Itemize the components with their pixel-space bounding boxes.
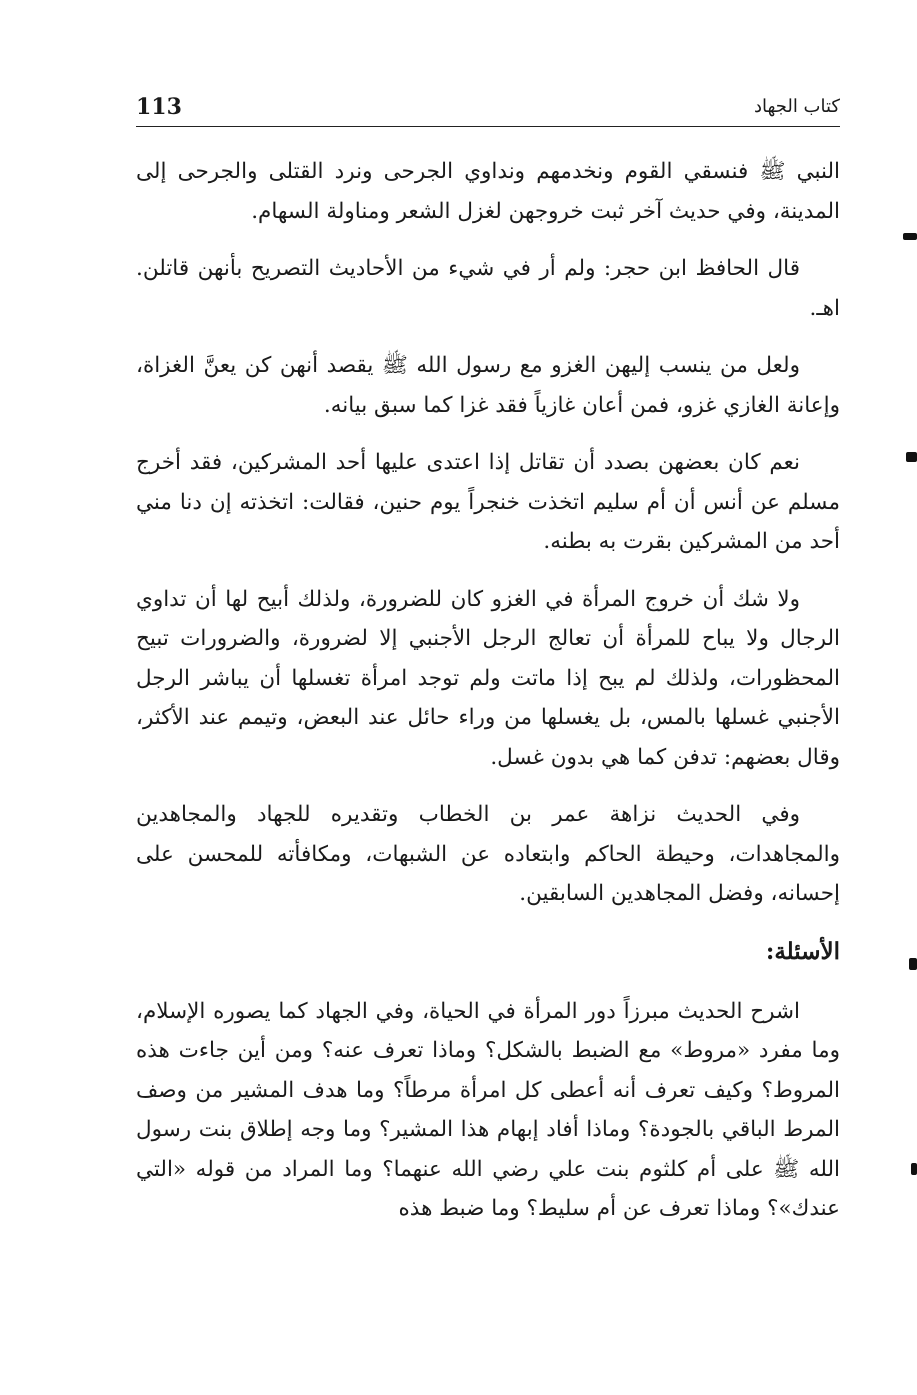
- paragraph-5: ولا شك أن خروج المرأة في الغزو كان للضرورة، ولذلك أبيح لها أن تداوي الرجال ولا يباح للمرأة أن تعالج الرجل الأجنبي إلا لضرورة، والضرورات تبيح المحظورات، ولذلك لم يبح إذا ماتت ولم توجد امرأة تغسلها أن يباشر الرجل الأجنبي غسلها بالمس، بل يغسلها من وراء حائل عند البعض، وتيمم عند الأكثر، وقال بعضهم: تدفن كما هي بدون غسل.: [136, 586, 840, 770]
- paragraph-4: نعم كان بعضهن بصدد أن تقاتل إذا اعتدى عليها أحد المشركين، فقد أخرج مسلم عن أنس أن أم سليم اتخذت خنجراً يوم حنين، فقالت: اتخذته إن دنا مني أحد من المشركين بقرت به بطنه.: [136, 450, 840, 554]
- margin-mark-2: [906, 452, 917, 462]
- questions-paragraph: اشرح الحديث مبرزاً دور المرأة في الحياة، وفي الجهاد كما يصوره الإسلام، وما مفرد «مروط» مع الضبط بالشكل؟ وماذا تعرف عنه؟ ومن أين جاءت هذه المروط؟ وكيف تعرف أنه أعطى كل امرأة مرطاً؟ وما هدف المشير من وصف المرط الباقي بالجودة؟ وماذا أفاد إبهام هذا المشير؟ وما وجه إطلاق بنت رسول الله ﷺ على أم كلثوم بنت علي رضي الله عنهما؟ وما المراد من قوله «التي عندك»؟ وماذا تعرف عن أم سليط؟ وما ضبط هذه: [136, 998, 840, 1221]
- paragraph-3: ولعل من ينسب إليهن الغزو مع رسول الله ﷺ يقصد أنهن كن يعنَّ الغزاة، وإعانة الغازي غزو، فمن أعان غازياً فقد غزا كما سبق بيانه.: [136, 353, 840, 418]
- page-body: [136, 152, 840, 1247]
- paragraph-2: قال الحافظ ابن حجر: ولم أر في شيء من الأحاديث التصريح بأنهن قاتلن. اهـ.: [136, 256, 840, 321]
- questions-heading: الأسئلة:: [765, 937, 840, 965]
- margin-mark-1: [903, 233, 917, 240]
- paragraph-6: وفي الحديث نزاهة عمر بن الخطاب وتقديره للجهاد والمجاهدين والمجاهدات، وحيطة الحاكم وابتعاده عن الشبهات، ومكافأته للمحسن على إحسانه، وفضل المجاهدين السابقين.: [136, 802, 840, 906]
- page-number: 113: [136, 94, 182, 120]
- paragraph-1: النبي ﷺ فنسقي القوم ونخدمهم ونداوي الجرحى ونرد القتلى والجرحى إلى المدينة، وفي حديث آخر ثبت خروجهن لغزل الشعر ومناولة السهام.: [136, 159, 840, 224]
- margin-mark-3: [909, 958, 917, 970]
- margin-mark-4: [911, 1163, 917, 1175]
- page-header: [136, 88, 840, 127]
- running-title: كتاب الجهاد: [753, 96, 840, 117]
